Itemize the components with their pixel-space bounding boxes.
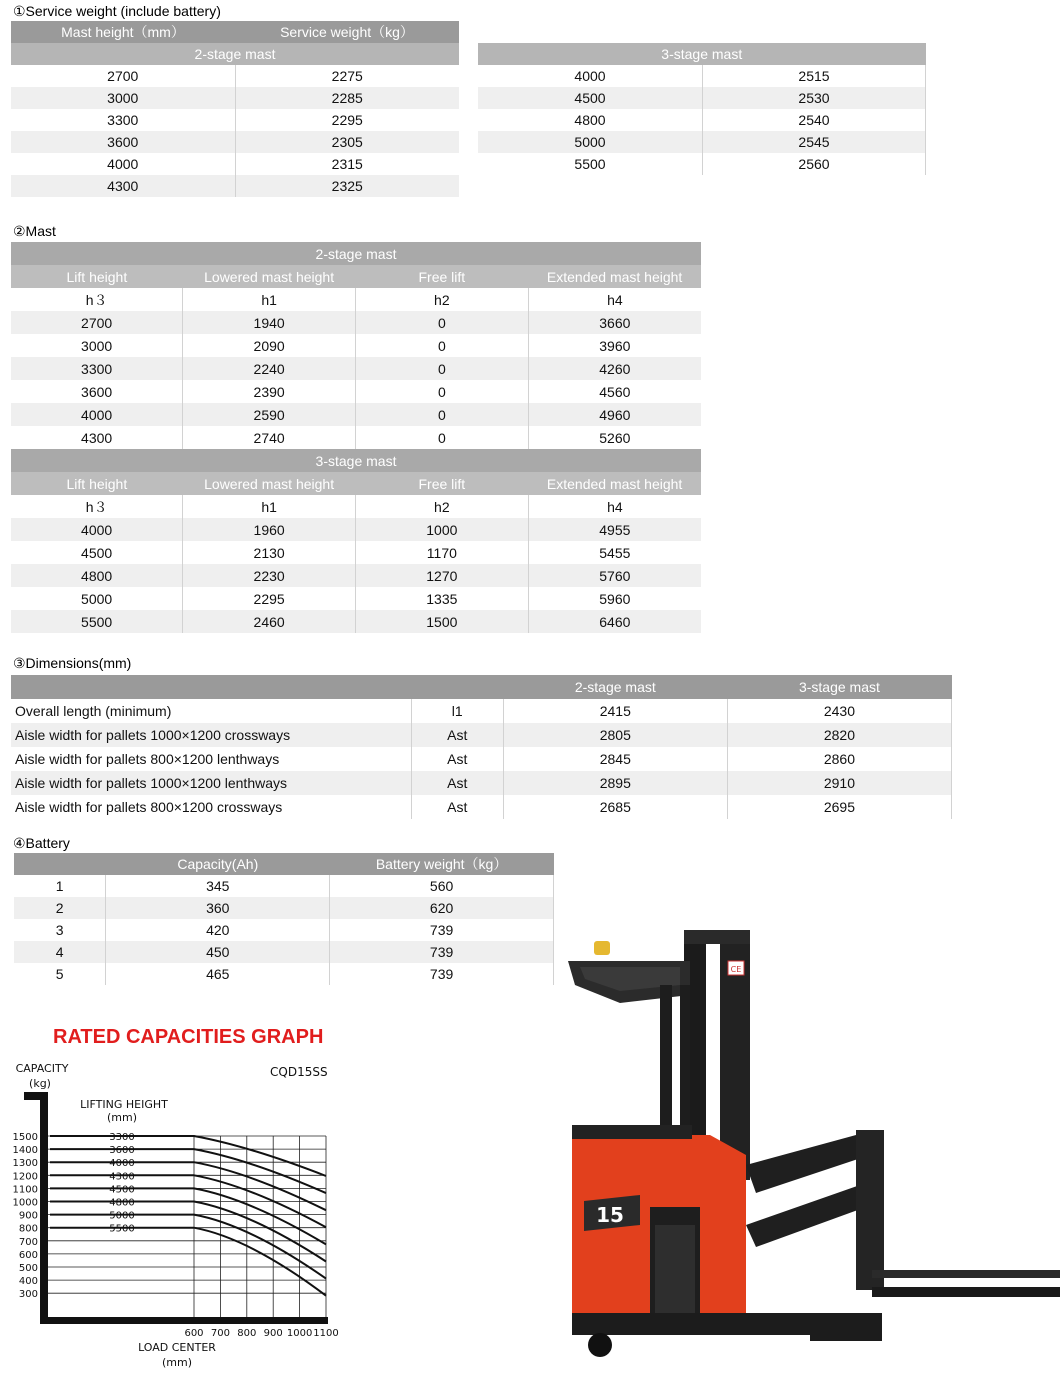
cell: Capacity(Ah) (106, 853, 330, 875)
cell: 2430 (727, 699, 951, 723)
cell: 3960 (528, 334, 701, 357)
stage3-header: 3-stage mast (478, 43, 926, 65)
lift-height-label: 5000 (109, 1210, 135, 1222)
capacity-curve (50, 1149, 326, 1196)
cell: 739 (330, 941, 554, 963)
cell: 2460 (183, 610, 356, 633)
cell: 3300 (11, 109, 235, 131)
load-center-label: LOAD CENTER (138, 1341, 216, 1354)
cell: 1335 (355, 587, 528, 610)
cell: 4800 (478, 109, 703, 131)
load-center-tick-label: 1000 (286, 1328, 313, 1339)
table-row (14, 897, 554, 919)
cell: 2285 (235, 87, 459, 109)
cell: 6460 (528, 610, 701, 633)
table-row (11, 109, 459, 131)
cell: Lift height (11, 265, 183, 288)
cell: Ast (411, 771, 503, 795)
cell: 2895 (503, 771, 727, 795)
battery-table (14, 853, 554, 985)
cell: 3600 (11, 380, 183, 403)
cell: 4000 (478, 65, 703, 87)
drive-wheel (588, 1333, 612, 1357)
fork-axis-shape (24, 1092, 328, 1324)
cell: 3600 (11, 131, 235, 153)
capacity-tick-label: 1000 (12, 1197, 38, 1209)
cell (14, 853, 106, 875)
cell: 5500 (478, 153, 703, 175)
lift-height-label: 5500 (109, 1223, 135, 1235)
table-row (14, 875, 554, 897)
cell: Lowered mast height (183, 265, 356, 288)
cell: 4300 (11, 175, 235, 197)
cell: 4000 (11, 518, 183, 541)
cell: 5500 (11, 610, 183, 633)
mast-table (11, 242, 701, 633)
cell: Extended mast height (528, 265, 701, 288)
cell: 5260 (528, 426, 701, 449)
table-row (11, 65, 459, 87)
forklift-photo (560, 925, 1060, 1365)
support-leg (810, 1325, 882, 1341)
capacity-tick-label: 800 (18, 1223, 38, 1235)
cell: 2685 (503, 795, 727, 819)
cell: 2700 (11, 65, 235, 87)
cell: 0 (355, 403, 528, 426)
cell: 420 (106, 919, 330, 941)
cell: 4960 (528, 403, 701, 426)
cell: h３ (11, 495, 183, 518)
lifting-height-label: LIFTING HEIGHT (80, 1098, 168, 1111)
cell: 345 (106, 875, 330, 897)
cell: 2545 (703, 131, 926, 153)
cell: 5000 (478, 131, 703, 153)
cell: 2240 (183, 357, 356, 380)
cell: 2090 (183, 334, 356, 357)
cell: 465 (106, 963, 330, 985)
dimensions-table (11, 675, 952, 819)
cell: 1940 (183, 311, 356, 334)
lift-height-label: 4800 (109, 1197, 135, 1209)
section-service-weight-title: ①Service weight (include battery) (13, 3, 221, 19)
cell: 5455 (528, 541, 701, 564)
table-row (478, 153, 926, 175)
cell: 2560 (703, 153, 926, 175)
lift-height-label: 3600 (109, 1145, 135, 1157)
cell: 739 (330, 919, 554, 941)
cell: 0 (355, 380, 528, 403)
table-row (11, 723, 952, 747)
model-badge (584, 1195, 640, 1231)
model-badge-text: 15 (596, 1203, 624, 1227)
table-row (478, 87, 926, 109)
cell: 0 (355, 357, 528, 380)
table-row (478, 131, 926, 153)
cell: Aisle width for pallets 1000×1200 crossways (11, 723, 411, 747)
cell: 4800 (11, 564, 183, 587)
cell: 2530 (703, 87, 926, 109)
cell: 5000 (11, 587, 183, 610)
table-row (11, 587, 701, 610)
capacity-curve (50, 1228, 326, 1296)
capacity-unit: (kg) (29, 1077, 51, 1090)
table-row (11, 153, 459, 175)
cell: h1 (183, 288, 356, 311)
col-mast-height: Mast height（mm） (11, 21, 235, 43)
column-header-row (11, 265, 701, 288)
cell: 2130 (183, 541, 356, 564)
cell: 4 (14, 941, 106, 963)
cell: 1960 (183, 518, 356, 541)
cell: 4500 (478, 87, 703, 109)
section-battery-title: ④Battery (13, 835, 70, 851)
table-row (11, 518, 701, 541)
cell: 0 (355, 426, 528, 449)
ce-text: CE (730, 965, 742, 974)
capacity-tick-label: 600 (18, 1249, 38, 1261)
table-row (11, 795, 952, 819)
table-row (11, 87, 459, 109)
cell: Ast (411, 723, 503, 747)
cell: l1 (411, 699, 503, 723)
capacity-tick-label: 1100 (12, 1184, 38, 1196)
cell (11, 675, 411, 699)
cell: h4 (528, 495, 701, 518)
capacity-tick-label: 900 (18, 1210, 38, 1222)
cell: Free lift (355, 265, 528, 288)
load-center-tick-label: 900 (263, 1328, 283, 1339)
cell: 1270 (355, 564, 528, 587)
cell: 2845 (503, 747, 727, 771)
cell: 2820 (727, 723, 951, 747)
table-row (11, 131, 459, 153)
cell: 560 (330, 875, 554, 897)
table-row (14, 919, 554, 941)
cell: 2-stage mast (11, 242, 701, 265)
cell: Ast (411, 795, 503, 819)
col-service-weight: Service weight（kg） (235, 21, 459, 43)
cell: Aisle width for pallets 1000×1200 lenthways (11, 771, 411, 795)
stage-header-row (11, 242, 701, 265)
cell: 2295 (235, 109, 459, 131)
cell: 2740 (183, 426, 356, 449)
fork-lower (872, 1287, 1060, 1297)
column-header-row (11, 472, 701, 495)
cell: 4500 (11, 541, 183, 564)
lift-height-label: 4300 (109, 1171, 135, 1183)
lift-height-label: 3300 (109, 1132, 135, 1143)
capacity-tick-label: 1300 (12, 1158, 38, 1170)
cell: Aisle width for pallets 800×1200 crossways (11, 795, 411, 819)
cell: 2325 (235, 175, 459, 197)
cell: 1000 (355, 518, 528, 541)
cell: h2 (355, 495, 528, 518)
load-center-tick-label: 1100 (313, 1328, 339, 1339)
cell: 3660 (528, 311, 701, 334)
cell: 2-stage mast (503, 675, 727, 699)
cell: 2910 (727, 771, 951, 795)
symbol-row (11, 288, 701, 311)
cell: 450 (106, 941, 330, 963)
cell: 5 (14, 963, 106, 985)
stage2-header: 2-stage mast (11, 43, 459, 65)
load-center-tick-label: 800 (237, 1328, 257, 1339)
cell: 739 (330, 963, 554, 985)
guard-post-2 (680, 985, 690, 1145)
guard-post (660, 985, 672, 1145)
cell: Aisle width for pallets 800×1200 lenthways (11, 747, 411, 771)
cell: 2390 (183, 380, 356, 403)
cell: 3300 (11, 357, 183, 380)
stage-header-row (11, 449, 701, 472)
cell: 4955 (528, 518, 701, 541)
column-header-row (11, 675, 952, 699)
capacity-tick-label: 300 (18, 1289, 38, 1301)
capacity-tick-label: 1200 (12, 1171, 38, 1183)
rated-capacities-graph-title: RATED CAPACITIES GRAPH (53, 1026, 324, 1048)
section-dimensions-title: ③Dimensions(mm) (13, 655, 132, 671)
cell: 2315 (235, 153, 459, 175)
table-row (11, 747, 952, 771)
cell: 2415 (503, 699, 727, 723)
cell: 4260 (528, 357, 701, 380)
capacity-tick-label: 400 (18, 1276, 38, 1288)
cell: 3000 (11, 334, 183, 357)
warning-light-icon (594, 941, 610, 955)
cell: Overall length (minimum) (11, 699, 411, 723)
cell: 0 (355, 334, 528, 357)
cell: 5760 (528, 564, 701, 587)
load-center-unit: (mm) (161, 1356, 193, 1369)
reach-arm-2 (746, 1185, 866, 1247)
cell: Ast (411, 747, 503, 771)
table-row (478, 65, 926, 87)
table-row (11, 311, 701, 334)
table-row (11, 175, 459, 197)
cell: 2805 (503, 723, 727, 747)
cell: h３ (11, 288, 183, 311)
cell (411, 675, 503, 699)
load-center-tick-label: 700 (210, 1328, 230, 1339)
cell: h2 (355, 288, 528, 311)
cell: 0 (355, 311, 528, 334)
table-row (11, 426, 701, 449)
table-row (11, 771, 952, 795)
section-mast-title: ②Mast (13, 223, 56, 239)
capacity-curve (50, 1136, 326, 1176)
cell: 2590 (183, 403, 356, 426)
cell: 4560 (528, 380, 701, 403)
service-weight-3stage-table (478, 43, 926, 175)
table-row (11, 699, 952, 723)
table-row (11, 403, 701, 426)
capacity-curve (50, 1162, 326, 1210)
cell: 1170 (355, 541, 528, 564)
table-row (14, 963, 554, 985)
capacity-curve (50, 1215, 326, 1279)
body-top (572, 1125, 692, 1139)
cell: Free lift (355, 472, 528, 495)
cell: 2860 (727, 747, 951, 771)
cell: Lowered mast height (183, 472, 356, 495)
capacity-tick-label: 700 (18, 1236, 38, 1248)
cell: h4 (528, 288, 701, 311)
cell: Battery weight（kg） (330, 853, 554, 875)
cell: 4300 (11, 426, 183, 449)
capacity-tick-label: 1500 (12, 1132, 38, 1143)
cell: 4000 (11, 153, 235, 175)
table-row (11, 564, 701, 587)
load-center-tick-label: 600 (184, 1328, 204, 1339)
service-weight-2stage-table (11, 21, 459, 197)
cell: 2295 (183, 587, 356, 610)
capacity-tick-label: 1400 (12, 1145, 38, 1157)
cell: 3-stage mast (11, 449, 701, 472)
cell: 2305 (235, 131, 459, 153)
cell: 3-stage mast (727, 675, 951, 699)
cell: 2 (14, 897, 106, 919)
mast-top (684, 930, 750, 944)
column-header-row (14, 853, 554, 875)
cell: 2515 (703, 65, 926, 87)
capacity-label: CAPACITY (15, 1062, 69, 1075)
symbol-row (11, 495, 701, 518)
lift-height-label: 4500 (109, 1184, 135, 1196)
table-row (11, 610, 701, 633)
cell: 2275 (235, 65, 459, 87)
fork-upper (872, 1270, 1060, 1278)
fork-carriage (856, 1130, 884, 1290)
table-row (478, 109, 926, 131)
table-row (11, 380, 701, 403)
cell: h1 (183, 495, 356, 518)
operator-door-inner (655, 1225, 695, 1315)
cell: Extended mast height (528, 472, 701, 495)
cell: 2700 (11, 311, 183, 334)
table-row (11, 357, 701, 380)
cell: 5960 (528, 587, 701, 610)
cell: 1500 (355, 610, 528, 633)
cell: 2540 (703, 109, 926, 131)
cell: 4000 (11, 403, 183, 426)
cell: 2695 (727, 795, 951, 819)
capacity-tick-label: 500 (18, 1263, 38, 1274)
rated-capacities-graph (0, 1054, 360, 1374)
cell: 1 (14, 875, 106, 897)
table-row (11, 334, 701, 357)
reach-arm (746, 1135, 864, 1193)
model-label: CQD15SS (270, 1065, 328, 1079)
lift-height-label: 4000 (109, 1158, 135, 1170)
graph-curves (50, 1136, 326, 1296)
table-row (11, 541, 701, 564)
lifting-height-unit: (mm) (106, 1111, 138, 1124)
cell: 2230 (183, 564, 356, 587)
cell: 3 (14, 919, 106, 941)
cell: Lift height (11, 472, 183, 495)
cell: 620 (330, 897, 554, 919)
table-row (14, 941, 554, 963)
cell: 3000 (11, 87, 235, 109)
cell: 360 (106, 897, 330, 919)
